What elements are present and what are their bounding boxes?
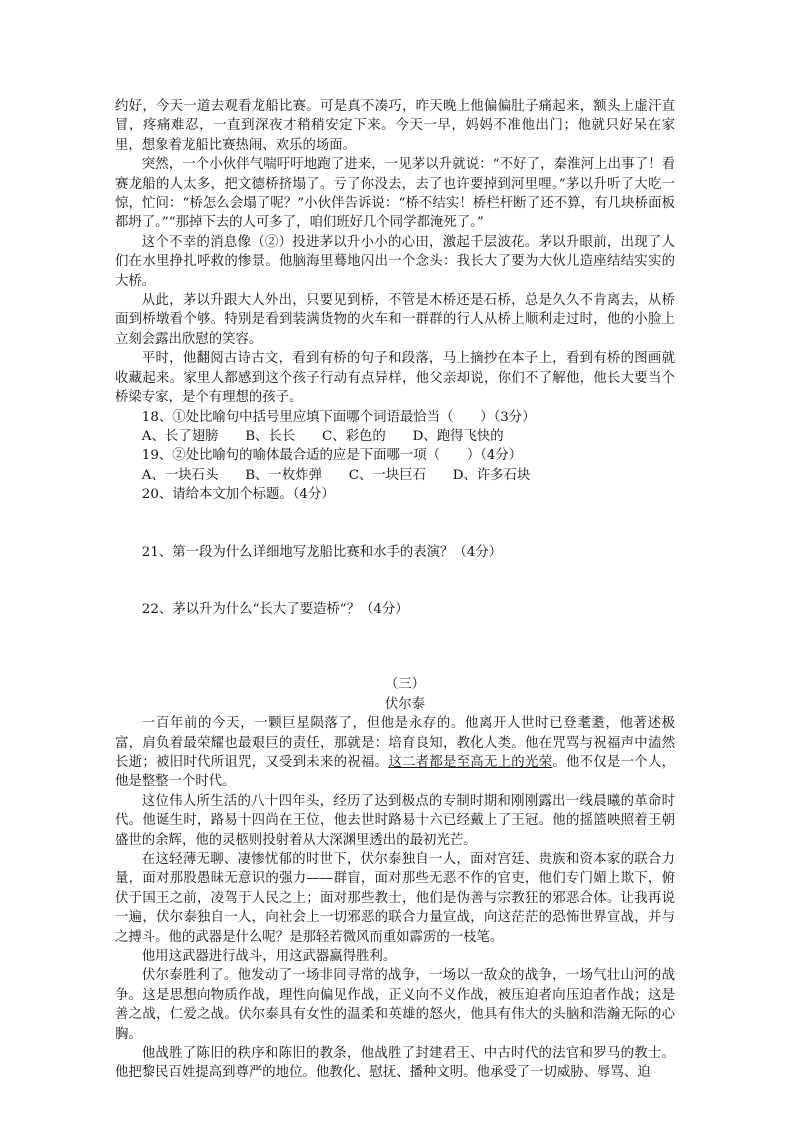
question-20: 20、请给本文加个标题。（4分）: [141, 487, 335, 503]
question-19: 19、②处比喻句的喻体最合适的应是下面哪一项（ ）（4分）: [141, 448, 523, 464]
underlined-phrase: 这二者都是至高无上的光荣: [388, 754, 553, 770]
answer-space-21: [115, 562, 675, 600]
passage3-paragraph-3: 在这轻薄无聊、凄惨忧郁的时世下，伏尔泰独自一人，面对宫廷、贵族和资本家的联合力量，面对那股愚昧无意识的强力——群盲，面对那些无恶不作的官吏，他们专门媚上欺下，俯伏于国王之前，凌驾于人民之上；面对那些教士，他们是伪善与宗教狂的邪恶合体。让我再说一遍，伏尔泰独自一人，向社会上一切邪恶的联合力量宣战，向这茫茫的恐怖世界宣战，并与之搏斗。他的武器是什么呢？是那轻若微风而重如霹雳的一枝笔。: [115, 852, 675, 945]
passage2-paragraph-news: 突然，一个小伙伴气喘吁吁地跑了进来，一见茅以升就说：“不好了，秦淮河上出事了！看赛龙船的人太多，把文德桥挤塌了。亏了你没去，去了也许要掉到河里哩。”茅以升听了大吃一惊，忙问：“桥怎么会塌了呢？”小伙伴告诉说：“桥不结实！桥栏杆断了还不算，有几块桥面板都坍了。”“那掉下去的人可多了，咱们班好几个同学都淹死了。”: [115, 157, 675, 231]
passage3-paragraph-5: 伏尔泰胜利了。他发动了一场非同寻常的战争，一场以一敌众的战争，一场气壮山河的战争。这是思想向物质作战，理性向偏见作战，正义向不义作战，被压迫者向压迫者作战；这是善之战，仁爱之战。伏尔泰具有女性的温柔和英雄的怒火，他具有伟大的头脑和浩瀚无际的心胸。: [115, 968, 675, 1042]
passage3-paragraph-4: 他用这武器进行战斗，用这武器赢得胜利。: [141, 949, 397, 965]
passage3-paragraph-6: 他战胜了陈旧的秩序和陈旧的教条，他战胜了封建君王、中古时代的法官和罗马的教士。他把黎民百姓提高到尊严的地位。他教化、慰抚、播种文明。他承受了一切威胁、辱骂、迫: [115, 1046, 675, 1081]
passage3-p1-text: 一百年前的今天，一颗巨星陨落了，但他是永存的。他离开人世时已登耄耋，他著述极富，肩负着最荣耀也最艰巨的责任，那就是：培育良知，教化人类。他在咒骂与祝福声中溘然长逝；被旧时代所诅咒，又受到未来的祝福。: [115, 716, 675, 770]
question-22: 22、茅以升为什么“长大了要造桥”？（4分）: [141, 601, 409, 617]
passage3-paragraph-1: [115, 714, 675, 792]
question-19-options: A、一块石头 B、一枚炸弹 C、一块巨石 D、许多石块: [141, 467, 531, 483]
document-page: [115, 97, 675, 1083]
passage3-paragraph-2: 这位伟人所生活的八十四年头，经历了达到极点的专制时期和刚刚露出一线晨曦的革命时代。他诞生时，路易十四尚在王位，他去世时路易十六已经戴上了王冠。他的摇篮映照着王朝盛世的余辉，他的灵柩则投射着从大深渊里透出的最初光芒。: [115, 793, 675, 848]
question-18-options: A、长了翅膀 B、长长 C、彩色的 D、跑得飞快的: [141, 428, 504, 444]
question-21: 21、第一段为什么详细地写龙船比赛和水手的表演？（4分）: [141, 544, 503, 560]
question-18: 18、①处比喻句中括号里应填下面哪个词语最恰当（ ）（3分）: [141, 409, 536, 425]
passage2-paragraph-bridge: 从此，茅以升跟大人外出，只要见到桥，不管是木桥还是石桥，总是久久不肯离去，从桥面到桥墩看个够。特别是看到装满货物的火车和一群群的行人从桥上顺利走过时，他的小脸上立刻会露出欣慰的笑容。: [115, 293, 675, 347]
passage2-paragraph-shock: 这个不幸的消息像（②）投进茅以升小小的心田，激起千层波花。茅以升眼前，出现了人们在水里挣扎呼救的惨景。他脑海里蓦地闪出一个念头：我长大了要为大伙儿造座结结实实的大桥。: [115, 234, 675, 289]
answer-space-22: [115, 619, 675, 675]
passage2-paragraph-continuation: 约好，今天一道去观看龙船比赛。可是真不凑巧，昨天晚上他偏偏肚子痛起来，额头上虚汗直冒，疼痛难忍，一直到深夜才稍稍安定下来。今天一早，妈妈不准他出门；他就只好呆在家里，想象着龙船比赛热闹、欢乐的场面。: [115, 99, 675, 153]
answer-space-20: [115, 505, 675, 543]
passage2-paragraph-collect: 平时，他翻阅古诗古文，看到有桥的句子和段落，马上摘抄在本子上，看到有桥的图画就收藏起来。家里人都感到这个孩子行动有点异样，他父亲却说，你们不了解他，他长大要当个桥梁专家，是个有理想的孩子。: [115, 351, 675, 406]
section-label: （三）: [384, 677, 426, 693]
passage3-p1-tail: 。他不仅是一个人，他是整整一个时代。: [115, 754, 676, 790]
passage-title: 伏尔泰: [384, 696, 426, 712]
